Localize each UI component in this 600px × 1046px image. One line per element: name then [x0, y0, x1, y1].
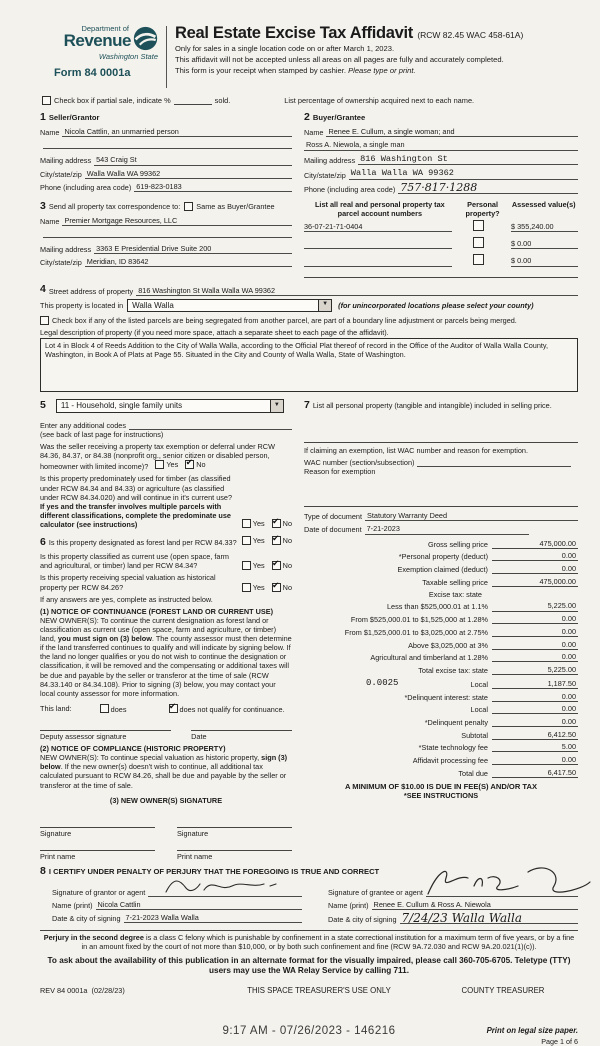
section-3-correspondence: 3 Send all property tax correspondence to: Same as Buyer/Grantee Name Premier Mortgage Resources, LLC Mailing address 3363 E Presidential Drive Suite 200 City/state/zip Meridian, ID 83642: [40, 200, 292, 267]
header-note-3: This form is your receipt when stamped by cashier. Please type or print.: [175, 65, 416, 75]
buyer-city-field: Walla Walla WA 99362: [349, 168, 578, 180]
assessed-value-col-header: Assessed value(s): [511, 199, 576, 209]
section-6-designation: 6 Is this property designated as forest land per RCW 84.33? Yes ✔ No Is this property classified as current use (open space, farm and agricultural, or timber) land per RCW 84.34? Yes ✔ No Is this property receiving special valuation as historical property per RCW 84.26? Yes ✔ No If any answers are yes, complete as instructed below. (1) NOTICE OF CONTINUANCE (FOREST LAND OR CURRENT USE) NEW OWNER(S): To continue the current designation as forest land or classification as current use (open space, farm and agriculture, or timber) land, you must sign on (3) below. The county assessor must then determine if the land transferred continues to qualify and will indicate by signing below. If the land no longer qualifies or you do not wish to continue the designation or classification, it will be removed and the compensating or additional taxes will be due and payable by the seller or transferor at the time of sale (RCW 84.33.140 or 84.34.108). Prior to signing (3) below, you may contact your local county assessor for more information. This land: does ✔ does not qualify for continuance. Deputy assessor signature Date (2) NOTICE OF COMPLIANCE (HISTORIC PROPERTY) NEW OWNER(S): To continue special valuation as historic property, sign (3) below. If the new owner(s) doesn't wish to continue, all additional tax calculated pursuant to RCW 84.26, shall be due and payable by the seller or transferor at the time of sale. (3) NEW OWNER(S) SIGNATURE Signature Print name Signature Print name: [40, 533, 292, 861]
total-due-value: 6,417.50: [492, 768, 578, 778]
delinquent-penalty-value: 0.00: [492, 717, 578, 727]
notice-continuance-body: NEW OWNER(S): To continue the current designation as forest land or classification as current use (open space, farm and agriculture, or timber) land, you must sign on (3) below. The county assessor must then determine if the land transferred continues to qualify and will indicate by signing below. If the land no longer qualifies or you do not wish to continue the designation or classification, it will be removed and the compensating or additional taxes will be due and payable by the seller or transferor at the time of sale (RCW 84.33.140 or 84.34.108). Prior to signing (3) below, you may contact your local county assessor for more information.: [40, 615, 292, 698]
q1-yes-checkbox[interactable]: [155, 460, 164, 469]
correspondence-name-field-2: [43, 237, 292, 238]
tax-row: Affidavit processing fee 0.00: [412, 755, 576, 766]
logo-dept-text: Department of: [81, 24, 129, 33]
personal-property-col-header: Personal property?: [465, 199, 500, 219]
if-yes-note: If any answers are yes, complete as instructed below.: [40, 594, 213, 604]
county-treasurer-label: COUNTY TREASURER: [461, 986, 545, 996]
tax-row: Less than $525,000.01 at 1.1% 5,225.00: [386, 601, 576, 612]
q2-no-checkbox[interactable]: ✔: [272, 516, 280, 527]
excise-tax-table: [304, 539, 578, 801]
q4-no-checkbox[interactable]: ✔: [272, 558, 280, 569]
tax-row: Exemption claimed (deduct) 0.00: [397, 563, 576, 574]
seller-city-field: Walla Walla WA 99362: [85, 169, 292, 179]
seller-mailing-field: 543 Craig St: [94, 155, 292, 165]
section-7-number: 7: [304, 398, 310, 411]
personal-property-checkbox[interactable]: [473, 237, 484, 248]
grantor-date-city: 7-21-2023 Walla Walla: [124, 913, 302, 923]
form-number: Form 84 0001a: [54, 67, 131, 80]
street-address-field: 816 Washington St Walla Walla WA 99362: [136, 286, 578, 296]
buyer-name-field-1: Renee E. Cullum, a single woman; and: [326, 127, 578, 137]
page-title: Real Estate Excise Tax Affidavit (RCW 82.45 WAC 458-61A): [175, 24, 524, 42]
notice-compliance-body: NEW OWNER(S): To continue special valuation as historic property, sign (3) below. If the new owner(s) doesn't wish to continue, all additional tax calculated pursuant to RCW 84.26, shall be due and payable by the seller or transferor at the time of sale.: [40, 753, 288, 790]
form-header: [40, 24, 578, 88]
legal-description-box: [40, 338, 578, 392]
seller-phone-field: 619-823-0183: [134, 182, 292, 192]
header-note-2: This affidavit will not be accepted unless all areas on all pages are fully and accurately completed.: [175, 54, 504, 64]
section-8-number: 8: [40, 864, 46, 877]
delinquent-interest-state-value: 0.00: [492, 692, 578, 702]
gross-selling-price-value: 475,000.00: [492, 539, 578, 549]
section-7-intro: List all personal property (tangible and intangible) included in selling price.: [312, 400, 552, 410]
document-date-field: 7-21-2023: [365, 524, 529, 534]
tier2-tax-value: 0.00: [492, 614, 578, 624]
tax-row: Total excise tax: state 5,225.00: [418, 664, 576, 675]
revenue-swoosh-icon: [133, 26, 158, 51]
new-owner-print-line-2[interactable]: Print name: [177, 850, 292, 861]
new-owner-signature-title: (3) NEW OWNER(S) SIGNATURE: [109, 795, 223, 805]
logo-state-text: Washington State: [98, 52, 158, 61]
taxable-selling-price-value: 475,000.00: [492, 577, 578, 587]
tax-row: *Personal property (deduct) 0.00: [398, 551, 576, 562]
see-back-note: (see back of last page for instructions): [40, 429, 164, 439]
tax-row: From $1,525,000.01 to $3,025,000 at 2.75% 0.00: [344, 626, 576, 637]
does-not-checkbox[interactable]: ✔: [169, 700, 177, 711]
current-use-question: Is this property classified as current use (open space, farm and agricultural, or timber) land per RCW 84.34?: [40, 552, 229, 571]
personal-property-checkbox[interactable]: [473, 220, 484, 231]
deputy-assessor-signature-line[interactable]: Deputy assessor signature: [40, 730, 171, 741]
tier3-tax-value: 0.00: [492, 627, 578, 637]
legal-description-label: Legal description of property (if you need more space, attach a separate sheet to each page of the affidavit).: [40, 327, 389, 337]
land-use-code-value: 11 - Household, single family units: [60, 400, 183, 410]
rev-number: REV 84 0001a (02/28/23): [40, 986, 125, 996]
forest-land-question: 6 Is this property designated as forest land per RCW 84.33?: [40, 536, 237, 549]
assessed-value-field: $ 0.00: [511, 239, 578, 249]
exemption-claimed-value: 0.00: [492, 564, 578, 574]
q3-no-checkbox[interactable]: ✔: [272, 533, 280, 544]
new-owner-signature-block: [40, 815, 292, 861]
buyer-phone-field: 757·817·1288: [398, 183, 578, 194]
total-state-tax-value: 5,225.00: [492, 665, 578, 675]
tax-row: Total due 6,417.50: [458, 767, 576, 778]
section-3-number: 3: [40, 199, 46, 212]
section-4-property: 4 Street address of property 816 Washington St Walla Walla WA 99362 This property is located in Walla Walla ▼ (for unincorporated locations please select your county) Check box if any of the listed parcels are being segregated from another parcel, are part of a boundary line adjustment or parcels being merged. Legal description of property (if you need more space, attach a separate sheet to each page of the affidavit). Lot 4 in Block 4 of Reeds Addition to the City of Walla Walla, according to the Official Plat thereof of record in the Office of the Auditor of Walla Walla County, Washington, in Book A of Plats at Page 55. Situated in the City and County of Walla Walla, State of Washington.: [40, 283, 578, 392]
section-4-number: 4: [40, 282, 46, 295]
treasurer-stamp: 9:17 AM - 07/26/2023 - 146216: [222, 1024, 396, 1037]
grantor-print-name: Nicola Cattlin: [96, 900, 302, 910]
county-dropdown[interactable]: [127, 299, 332, 312]
logo-revenue-text: Revenue: [63, 31, 131, 51]
header-divider: [166, 26, 167, 88]
excise-tax-state-header: Excise tax: state: [428, 589, 482, 599]
parcel-row: [304, 237, 578, 249]
section-7-personal-property: 7 List all personal property (tangible and intangible) included in selling price. If claiming an exemption, list WAC number and reason for exemption. WAC number (section/subsection) Reason for exemption Type of document Statutory Warranty Deed Date of document 7-21-2023: [304, 399, 578, 535]
treasurer-use-label: THIS SPACE TREASURER'S USE ONLY: [247, 986, 391, 996]
dor-logo: [40, 24, 158, 81]
q1-no-checkbox[interactable]: ✔: [185, 457, 193, 468]
buyer-mailing-field: 816 Washington St: [358, 154, 578, 166]
local-tax-value: 1,187.50: [492, 679, 578, 689]
seller-name-field-2: [43, 148, 292, 149]
parcel-table: [304, 200, 578, 278]
partial-sale-checkbox[interactable]: [42, 96, 51, 105]
notice-compliance-title: (2) NOTICE OF COMPLIANCE (HISTORIC PROPERTY): [40, 744, 226, 754]
land-qualify-row: This land: does ✔ does not qualify for continuance.: [40, 700, 285, 714]
section-2-title: Buyer/Grantee: [312, 113, 366, 123]
land-use-code-dropdown[interactable]: [56, 399, 284, 413]
reason-for-exemption-label: Reason for exemption: [304, 467, 376, 477]
subtotal-value: 6,412.50: [492, 730, 578, 740]
county-note: (for unincorporated locations please select your county): [338, 300, 534, 310]
q5-no-checkbox[interactable]: ✔: [272, 579, 280, 590]
section-1-seller: 1 Seller/Grantor Name Nicola Cattlin, an unmarried person Mailing address 543 Craig St City/state/zip Walla Walla WA 99362 Phone (including area code) 619-823-0183: [40, 111, 292, 192]
minimum-due-note: A MINIMUM OF $10.00 IS DUE IN FEE(S) AND/OR TAX: [344, 781, 538, 791]
q4-yes-checkbox[interactable]: [242, 561, 251, 570]
new-owner-signature-line-1[interactable]: Signature: [40, 827, 155, 838]
tax-row: Local 0.00: [470, 704, 576, 715]
new-owner-signature-line-2[interactable]: Signature: [177, 827, 292, 838]
personal-property-checkbox[interactable]: [473, 254, 484, 265]
state-technology-fee-value: 5.00: [492, 742, 578, 752]
tax-row: Taxable selling price 475,000.00: [422, 576, 576, 587]
tier4-tax-value: 0.00: [492, 640, 578, 650]
chevron-down-icon[interactable]: ▼: [318, 300, 331, 311]
section-2-number: 2: [304, 111, 310, 124]
new-owner-print-line-1[interactable]: Print name: [40, 850, 155, 861]
local-rate-value: 0.0025: [366, 677, 399, 688]
grantee-print-name: Renee E. Cullum & Ross A. Niewola: [372, 900, 578, 910]
grantee-date-city: 7/24/23 Walla Walla: [400, 913, 578, 924]
assessed-value-field: $ 355,240.00: [511, 222, 578, 232]
header-note-1: Only for sales in a single location code on or after March 1, 2023.: [175, 43, 395, 53]
tax-row: *State technology fee 5.00: [418, 742, 576, 753]
affidavit-processing-fee-value: 0.00: [492, 755, 578, 765]
print-legal-note: Print on legal size paper.: [486, 1025, 578, 1035]
partial-sale-sold-label: sold.: [214, 96, 231, 105]
parcel-col-header: List all real and personal property tax parcel account numbers: [314, 199, 445, 219]
section-1-number: 1: [40, 111, 46, 124]
perjury-notice: Perjury in the second degree is a class C felony which is punishable by confinement in a state correctional institution for a maximum term of five years, or by a fine in an amount fixed by the court of not more than $10,000, or by both such confinement and fine (RCW 9A.72.030 and RCW 9A.20.021(1)(c)).: [43, 933, 575, 952]
parcel-number-field: [304, 258, 452, 267]
personal-property-deduct-value: 0.00: [492, 551, 578, 561]
correspondence-city-field: Meridian, ID 83642: [85, 257, 292, 267]
wac-number-field[interactable]: [417, 466, 571, 467]
chevron-down-icon[interactable]: ▼: [270, 400, 283, 412]
section-5-land-use: 5 11 - Household, single family units ▼ Enter any additional codes (see back of last page for instructions) Was the seller receiving a property tax exemption or deferral under RCW 84.36, 84.37, or 84.38 (nonprofit org., senior citizen or disabled person, homeowner with limited income)? Yes ✔ No Is this property predominately used for timber (as classified under RCW 84.34 and 84.33) or agriculture (as classified under RCW 84.34.020) and will continue in it's current use? If yes and the transfer involves multiple parcels with different classifications, complete the predominate use calculator (see instructions) Yes ✔ No: [40, 399, 292, 529]
same-as-buyer-checkbox[interactable]: [184, 202, 193, 211]
tax-row: *Delinquent penalty 0.00: [424, 716, 576, 727]
parcel-number-field: [304, 240, 452, 249]
historic-question: Is this property receiving special valuation as historical property per RCW 84.26?: [40, 573, 216, 592]
correspondence-name-field: Premier Mortgage Resources, LLC: [62, 216, 292, 226]
partial-sale-label: Check box if partial sale, indicate %: [54, 96, 171, 105]
seller-name-field: Nicola Cattlin, an unmarried person: [62, 127, 292, 137]
tax-row: Above $3,025,000 at 3% 0.00: [408, 639, 576, 650]
segregated-checkbox[interactable]: [40, 316, 49, 325]
exemption-question: Was the seller receiving a property tax exemption or deferral under RCW 84.36, 84.37, or 84.38 (nonprofit org., senior citizen or disabled person, homeowner with limited income)? Yes ✔ No: [40, 442, 275, 472]
q5-yes-checkbox[interactable]: [242, 583, 251, 592]
parcel-row: [304, 254, 578, 266]
ownership-percent-note: List percentage of ownership acquired next to each name.: [284, 96, 475, 105]
tax-row: Subtotal 6,412.50: [461, 729, 576, 740]
partial-sale-percent-field[interactable]: [174, 96, 212, 105]
tax-row: Agricultural and timberland at 1.28% 0.00: [370, 652, 576, 663]
correspondence-mailing-field: 3363 E Presidential Drive Suite 200: [94, 244, 292, 254]
timber-question: Is this property predominately used for timber (as classified under RCW 84.34 and 84.33) or agriculture (as classified under RCW 84.34.020) and will continue in it's current use? If yes and the transfer involves multiple parcels with different classifications, complete the predominate use calculator (see instructions): [40, 474, 233, 529]
certify-statement: I CERTIFY UNDER PENALTY OF PERJURY THAT THE FOREGOING IS TRUE AND CORRECT: [48, 866, 380, 876]
page-indicator: Page 1 of 6: [541, 1036, 578, 1046]
segregated-label: Check box if any of the listed parcels are being segregated from another parcel, are part of a boundary line adjustment or parcels being merged.: [52, 315, 517, 325]
does-checkbox[interactable]: [100, 704, 109, 713]
tier1-tax-value: 5,225.00: [492, 601, 578, 611]
exemption-note: If claiming an exemption, list WAC number and reason for exemption.: [304, 445, 529, 455]
section-8-certification: 8 I CERTIFY UNDER PENALTY OF PERJURY THAT THE FOREGOING IS TRUE AND CORRECT Signature of grantor or agent Name (print) Nicola Cattlin Date & city of signing 7-21-2023 Walla Walla Signature of grantee or agent Name (print) Renee E. Cullum & Ross A. Niewola Date & city of signing 7/24/23 Walla Walla: [40, 865, 578, 924]
parcel-row: [304, 220, 578, 232]
rcw-reference: (RCW 82.45 WAC 458-61A): [417, 30, 524, 40]
partial-sale-row: [42, 96, 578, 105]
grantee-signature-line[interactable]: [426, 886, 578, 897]
section-5-number: 5: [40, 399, 46, 412]
delinquent-interest-local-value: 0.00: [492, 704, 578, 714]
tax-row: 0.0025 Local 1,187.50: [366, 677, 576, 689]
q3-yes-checkbox[interactable]: [242, 536, 251, 545]
deputy-date-line[interactable]: Date: [191, 730, 292, 741]
tax-row: *Delinquent interest: state 0.00: [404, 691, 576, 702]
see-instructions-note: *SEE INSTRUCTIONS: [403, 791, 479, 801]
alternate-format-note: To ask about the availability of this publication in an alternate format for the visually impaired, please call 360-705-6705. Teletype (TTY) users may use the WA Relay Service by calling 711.: [47, 955, 571, 975]
tax-row: From $525,000.01 to $1,525,000 at 1.28% 0.00: [350, 614, 576, 625]
grantor-signature-line[interactable]: [148, 886, 302, 897]
parcel-number-field: 36-07-21-71-0404: [304, 222, 452, 232]
tax-row: Gross selling price 475,000.00: [427, 538, 576, 549]
notice-continuance-title: (1) NOTICE OF CONTINUANCE (FOREST LAND OR CURRENT USE): [40, 606, 274, 616]
document-type-field: Statutory Warranty Deed: [365, 511, 578, 521]
agricultural-tax-value: 0.00: [492, 652, 578, 662]
section-1-title: Seller/Grantor: [48, 113, 100, 123]
assessed-value-field: $ 0.00: [511, 256, 578, 266]
section-2-buyer: 2 Buyer/Grantee Name Renee E. Cullum, a single woman; and Ross A. Niewola, a single man Mailing address 816 Washington St City/state/zip Walla Walla WA 99362 Phone (including area code) 757·817·1288: [304, 111, 578, 194]
q2-yes-checkbox[interactable]: [242, 519, 251, 528]
legal-description-text: Lot 4 in Block 4 of Reeds Addition to the City of Walla Walla, according to the Official Plat thereof of record in the Office of the Auditor of Walla Walla County, Washington, in Book A of Plats at Page 55. Situated in the City and County of Walla Walla, State of Washington.: [45, 340, 549, 359]
buyer-name-field-2: Ross A. Niewola, a single man: [304, 140, 578, 150]
county-dropdown-value: Walla Walla: [132, 300, 174, 310]
